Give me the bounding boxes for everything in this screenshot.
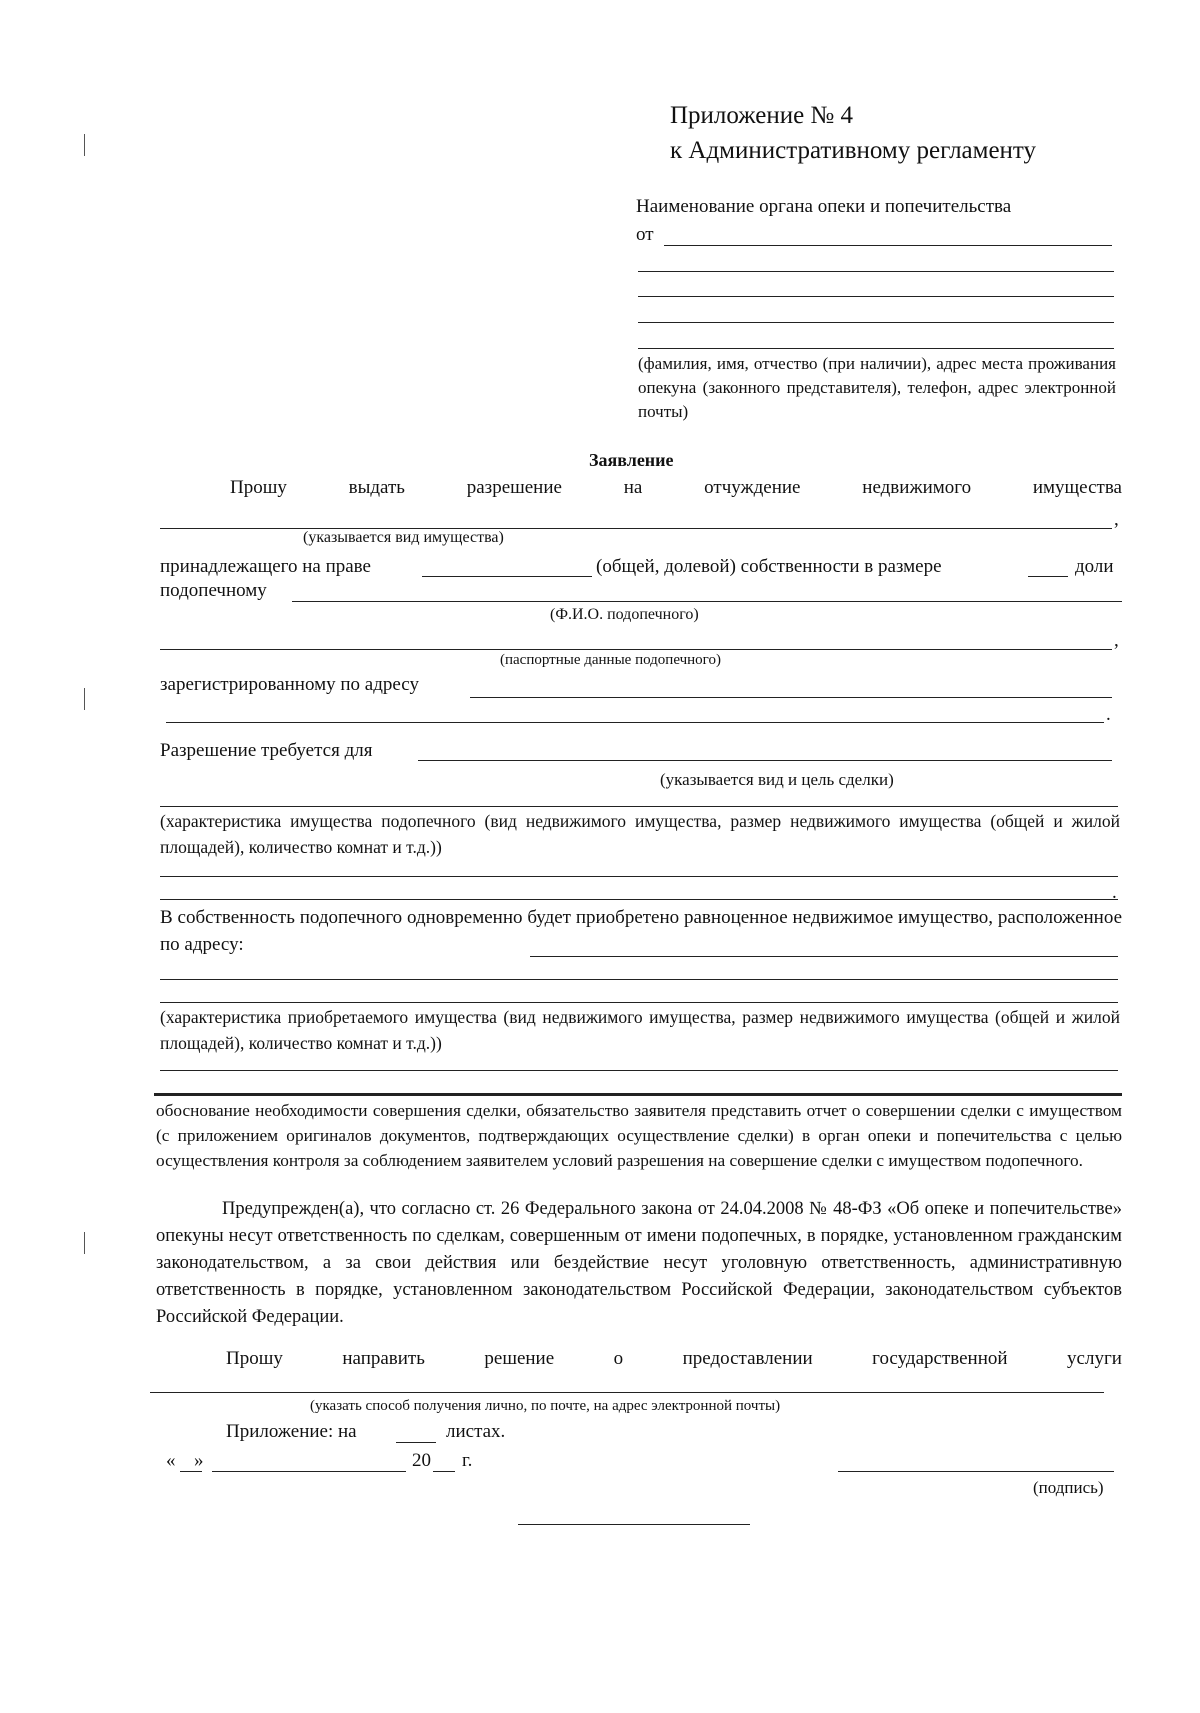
request-word: имущества	[1032, 477, 1122, 498]
applicant-note: (фамилия, имя, отчество (при наличии), адрес места проживания опекуна (законного представителя), телефон, адрес электронной почты)	[638, 354, 1116, 421]
send-word: государственной	[872, 1348, 1008, 1369]
warning-text: Предупрежден(а), что согласно ст. 26 Федерального закона от 24.04.2008 № 48-ФЗ «Об опеке и попечительстве» опекуны несут ответственность по сделкам, совершенным от имени подопечных, в порядке, установленном гражданским законодательством, а за свои действия или бездействие несут уголовную ответственность, административную ответственность в порядке, установленном законодательством Российской Федерации, законодательством субъектов Российской Федерации.	[156, 1199, 1122, 1327]
send-word: предоставлении	[682, 1348, 813, 1369]
ward-property-field-2[interactable]	[160, 899, 1118, 900]
date-open-quote: «	[166, 1450, 176, 1471]
margin-mark-bottom	[84, 1232, 85, 1254]
annex-to: к Административному регламенту	[670, 137, 1037, 164]
send-word: Прошу	[226, 1348, 283, 1369]
authority-name: Наименование органа опеки и попечительства	[636, 196, 1012, 217]
equivalent-property-text: В собственность подопечного одновременно будет приобретено равноценное недвижимое имущество, расположенное по адресу:	[160, 907, 1122, 955]
deal-hint: (указывается вид и цель сделки)	[660, 770, 894, 789]
acquired-property-characteristics: (характеристика приобретаемого имущества (вид недвижимого имущества, размер недвижимого имущества (общей и жилой площадей), количество комнат и т.д.))	[160, 1007, 1120, 1053]
share-size-field[interactable]	[1028, 576, 1068, 577]
owned-by-right-label: принадлежащего на праве	[160, 556, 371, 577]
registered-address-field-2[interactable]	[166, 722, 1104, 723]
request-word: отчуждение	[704, 477, 801, 498]
property-type-comma: ,	[1114, 509, 1119, 530]
date-year-field[interactable]	[433, 1471, 455, 1472]
ward-name-field[interactable]	[292, 601, 1122, 602]
attachment-pages-field[interactable]	[396, 1442, 436, 1443]
ward-property-period: .	[1112, 882, 1117, 903]
margin-mark-top	[84, 134, 85, 156]
send-word: о	[613, 1348, 624, 1369]
property-type-hint: (указывается вид имущества)	[303, 529, 504, 546]
applicant-field-line-4[interactable]	[638, 322, 1114, 323]
registered-address-period: .	[1106, 704, 1111, 725]
equivalent-property-address-field[interactable]	[530, 956, 1118, 957]
applicant-field-line-2[interactable]	[638, 271, 1114, 272]
send-word: направить	[342, 1348, 425, 1369]
registered-address-label: зарегистрированному по адресу	[160, 674, 419, 695]
date-month-field[interactable]	[212, 1471, 406, 1472]
delivery-method-field[interactable]	[150, 1392, 1104, 1393]
applicant-field-line-3[interactable]	[638, 296, 1114, 297]
year-suffix: г.	[462, 1450, 473, 1471]
justification-text: обоснование необходимости совершения сделки, обязательство заявителя представить отчет о совершении сделки с имуществом (с приложением оригиналов документов, подтверждающих осуществление сделки) в орган опеки и попечительства с целью осуществления контроля за соблюдением заявителем условий разрешения на совершение сделки с имуществом подопечного.	[156, 1101, 1122, 1170]
send-word: решение	[484, 1348, 555, 1369]
annex-number: Приложение № 4	[670, 102, 854, 129]
request-word: недвижимого	[862, 477, 972, 498]
from-label: от	[636, 224, 654, 245]
request-word: Прошу	[230, 477, 287, 498]
signature-hint: (подпись)	[1033, 1478, 1104, 1497]
signature-field[interactable]	[838, 1471, 1114, 1472]
year-prefix: 20	[412, 1450, 431, 1471]
request-word: на	[623, 477, 643, 498]
ownership-type-label: (общей, долевой) собственности в размере	[596, 556, 942, 577]
registered-address-field-1[interactable]	[470, 697, 1112, 698]
ward-property-field-1[interactable]	[160, 876, 1118, 877]
share-word: доли	[1075, 556, 1114, 577]
passport-comma: ,	[1114, 630, 1119, 651]
applicant-field-line-5[interactable]	[638, 348, 1114, 349]
document-title: Заявление	[589, 450, 674, 470]
ward-label: подопечному	[160, 580, 267, 601]
passport-hint: (паспортные данные подопечного)	[500, 652, 721, 668]
request-word: выдать	[348, 477, 405, 498]
deal-field[interactable]	[418, 760, 1112, 761]
attachment-suffix: листах.	[446, 1421, 506, 1442]
send-decision-line	[226, 1348, 1122, 1370]
ownership-right-field[interactable]	[422, 576, 592, 577]
ward-name-hint: (Ф.И.О. подопечного)	[550, 606, 699, 623]
attachment-prefix: Приложение: на	[226, 1421, 357, 1442]
date-close-quote: »	[194, 1450, 204, 1471]
acquired-property-field-1[interactable]	[160, 1070, 1118, 1071]
justification-field[interactable]	[154, 1093, 1122, 1096]
delivery-method-hint: (указать способ получения лично, по почте, на адрес электронной почты)	[310, 1398, 781, 1414]
bottom-separator	[518, 1524, 750, 1525]
passport-field[interactable]	[160, 649, 1112, 650]
request-line	[230, 477, 1122, 499]
equivalent-property-field-2[interactable]	[160, 979, 1118, 980]
permit-required-label: Разрешение требуется для	[160, 740, 373, 761]
ward-property-characteristics: (характеристика имущества подопечного (вид недвижимого имущества, размер недвижимого имущества (общей и жилой площадей), количество комнат и т.д.))	[160, 811, 1120, 857]
send-word: услуги	[1067, 1348, 1122, 1369]
applicant-field-line-1[interactable]	[664, 245, 1112, 246]
margin-mark-middle	[84, 688, 85, 710]
request-word: разрешение	[466, 477, 562, 498]
equivalent-property-field-3[interactable]	[160, 1002, 1118, 1003]
deal-field-2[interactable]	[160, 806, 1118, 807]
